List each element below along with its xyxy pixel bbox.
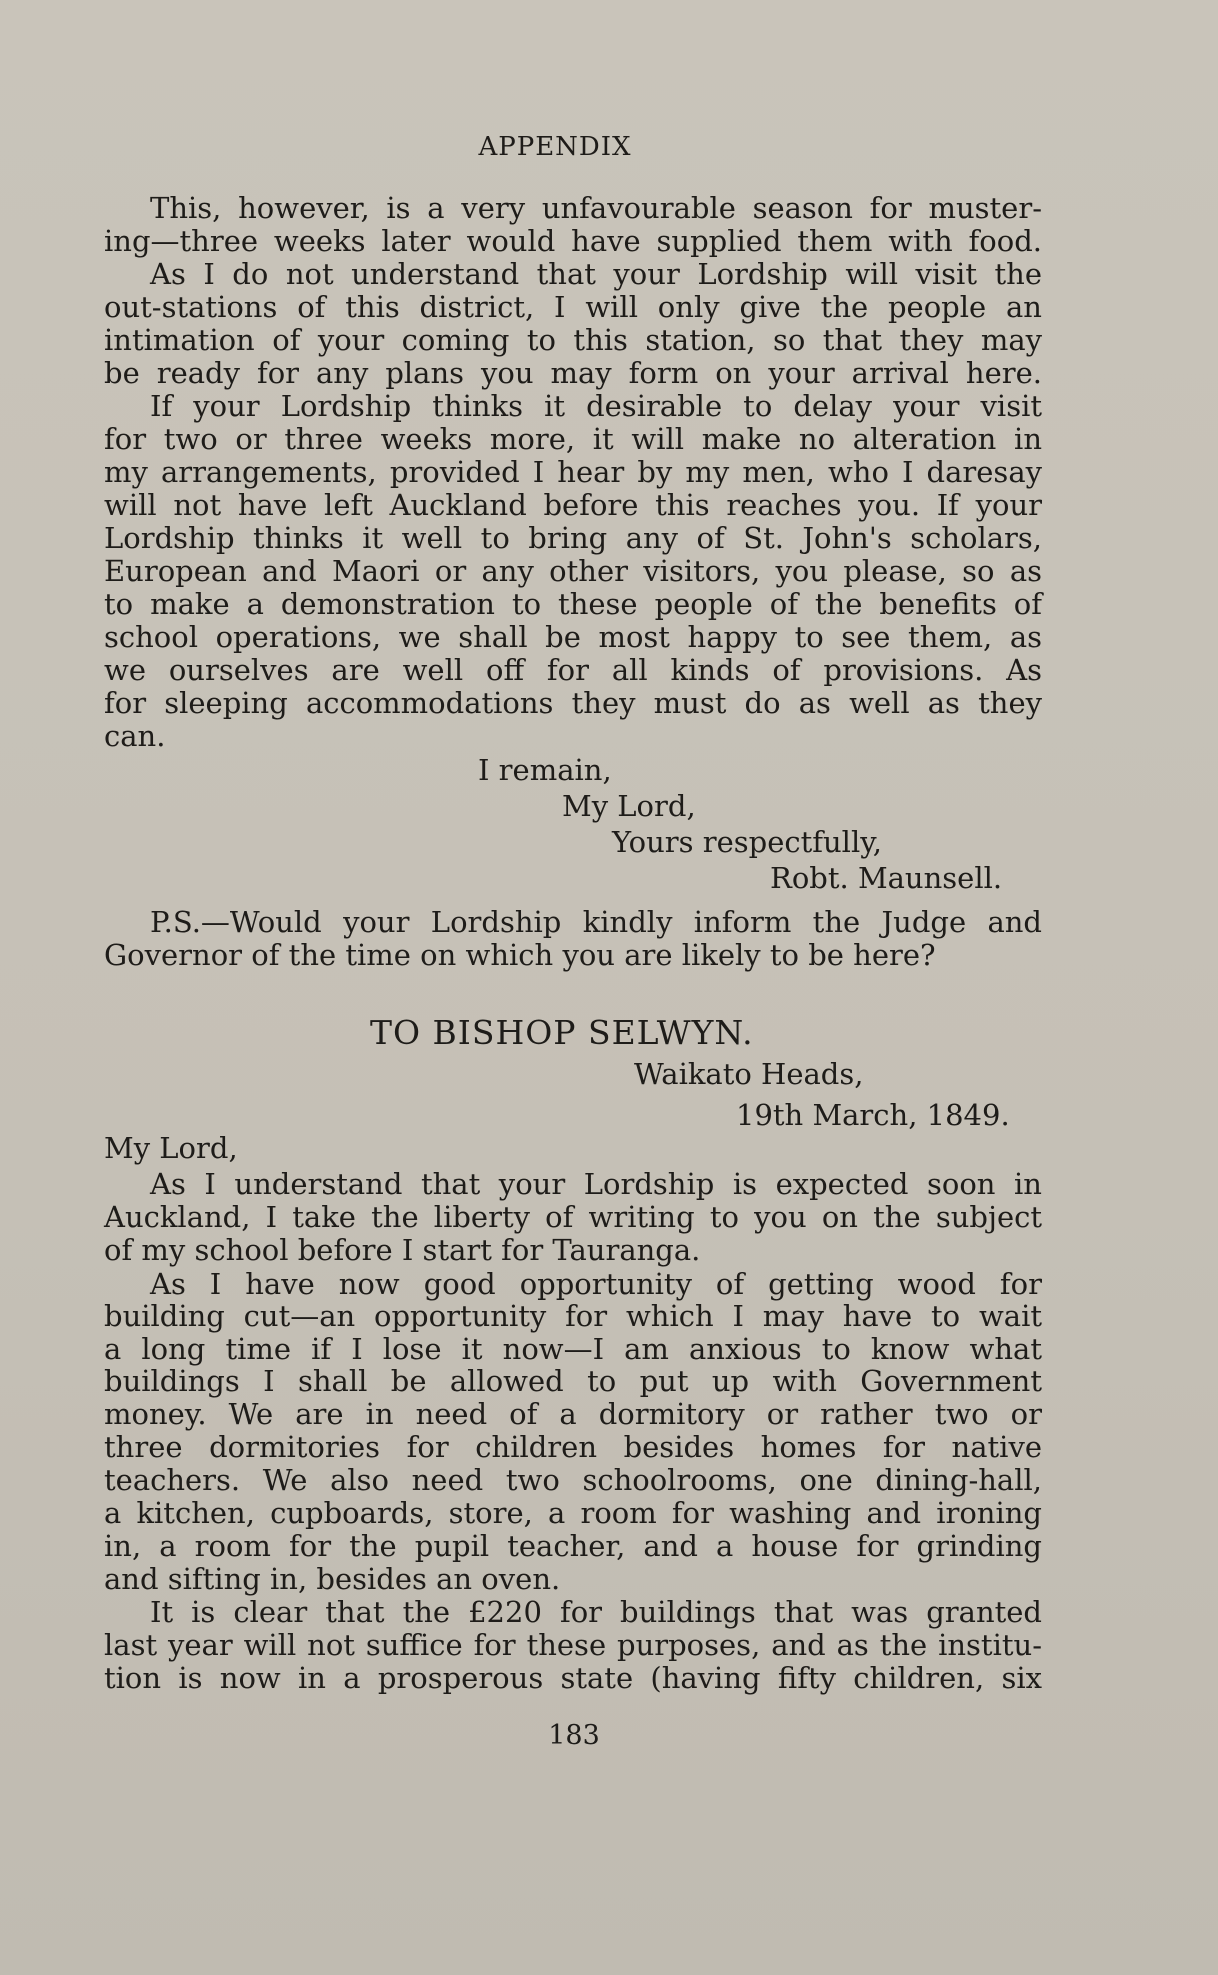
closing-remain: I remain,	[478, 753, 612, 787]
text-line: It is clear that the £220 for buildings that was granted	[150, 1595, 1042, 1629]
text-line: and sifting in, besides an oven.	[104, 1562, 561, 1596]
postscript-line: Governor of the time on which you are likely to be here?	[104, 938, 936, 972]
text-line: money. We are in need of a dormitory or rather two or	[104, 1397, 1042, 1431]
closing-yours: Yours respectfully,	[612, 825, 882, 859]
text-line: As I understand that your Lordship is expected soon in	[150, 1167, 1042, 1201]
text-line: building cut—an opportunity for which I may have to wait	[104, 1299, 1042, 1333]
text-line: Lordship thinks it well to bring any of St. John's scholars,	[104, 521, 1042, 555]
postscript-line: P.S.—Would your Lordship kindly inform the Judge and	[150, 905, 1042, 939]
text-line: out-stations of this district, I will only give the people an	[104, 290, 1042, 324]
text-line: for two or three weeks more, it will make no alteration in	[104, 422, 1042, 456]
text-line: can.	[104, 719, 166, 753]
letter-heading: TO BISHOP SELWYN.	[370, 1013, 754, 1052]
text-line: As I do not understand that your Lordship will visit the	[150, 257, 1042, 291]
text-line: intimation of your coming to this station, so that they may	[104, 323, 1042, 357]
text-line: If your Lordship thinks it desirable to delay your visit	[150, 389, 1042, 423]
text-line: be ready for any plans you may form on your arrival here.	[104, 356, 1042, 390]
text-line: As I have now good opportunity of getting wood for	[150, 1267, 1042, 1301]
text-line: tion is now in a prosperous state (having fifty children, six	[104, 1661, 1042, 1695]
text-line: my arrangements, provided I hear by my men, who I daresay	[104, 455, 1042, 489]
text-line: for sleeping accommodations they must do as well as they	[104, 686, 1042, 720]
salutation: My Lord,	[104, 1131, 238, 1165]
text-line: to make a demonstration to these people of the benefits of	[104, 587, 1042, 621]
text-line: we ourselves are well off for all kinds of provisions. As	[104, 653, 1042, 687]
text-line: will not have left Auckland before this reaches you. If your	[104, 488, 1042, 522]
signature: Robt. Maunsell.	[770, 861, 1003, 895]
text-line: last year will not suffice for these purposes, and as the institu-	[104, 1628, 1042, 1662]
text-line: Auckland, I take the liberty of writing to you on the subject	[104, 1200, 1042, 1234]
text-line: European and Maori or any other visitors, you please, so as	[104, 554, 1042, 588]
text-line: of my school before I start for Tauranga.	[104, 1233, 701, 1267]
closing-lord: My Lord,	[562, 789, 696, 823]
page-number: 183	[548, 1720, 600, 1751]
text-line: buildings I shall be allowed to put up with Government	[104, 1364, 1042, 1398]
text-line: ing—three weeks later would have supplied them with food.	[104, 224, 1042, 258]
letter-place: Waikato Heads,	[634, 1057, 864, 1091]
text-line: teachers. We also need two schoolrooms, one dining-hall,	[104, 1463, 1042, 1497]
running-header: APPENDIX	[478, 132, 632, 162]
letter-date: 19th March, 1849.	[736, 1098, 1010, 1132]
text-line: in, a room for the pupil teacher, and a house for grinding	[104, 1529, 1042, 1563]
text-line: This, however, is a very unfavourable season for muster-	[150, 191, 1042, 225]
text-line: a kitchen, cupboards, store, a room for washing and ironing	[104, 1496, 1042, 1530]
text-line: a long time if I lose it now—I am anxious to know what	[104, 1332, 1042, 1366]
text-line: school operations, we shall be most happy to see them, as	[104, 620, 1042, 654]
text-line: three dormitories for children besides homes for native	[104, 1430, 1042, 1464]
